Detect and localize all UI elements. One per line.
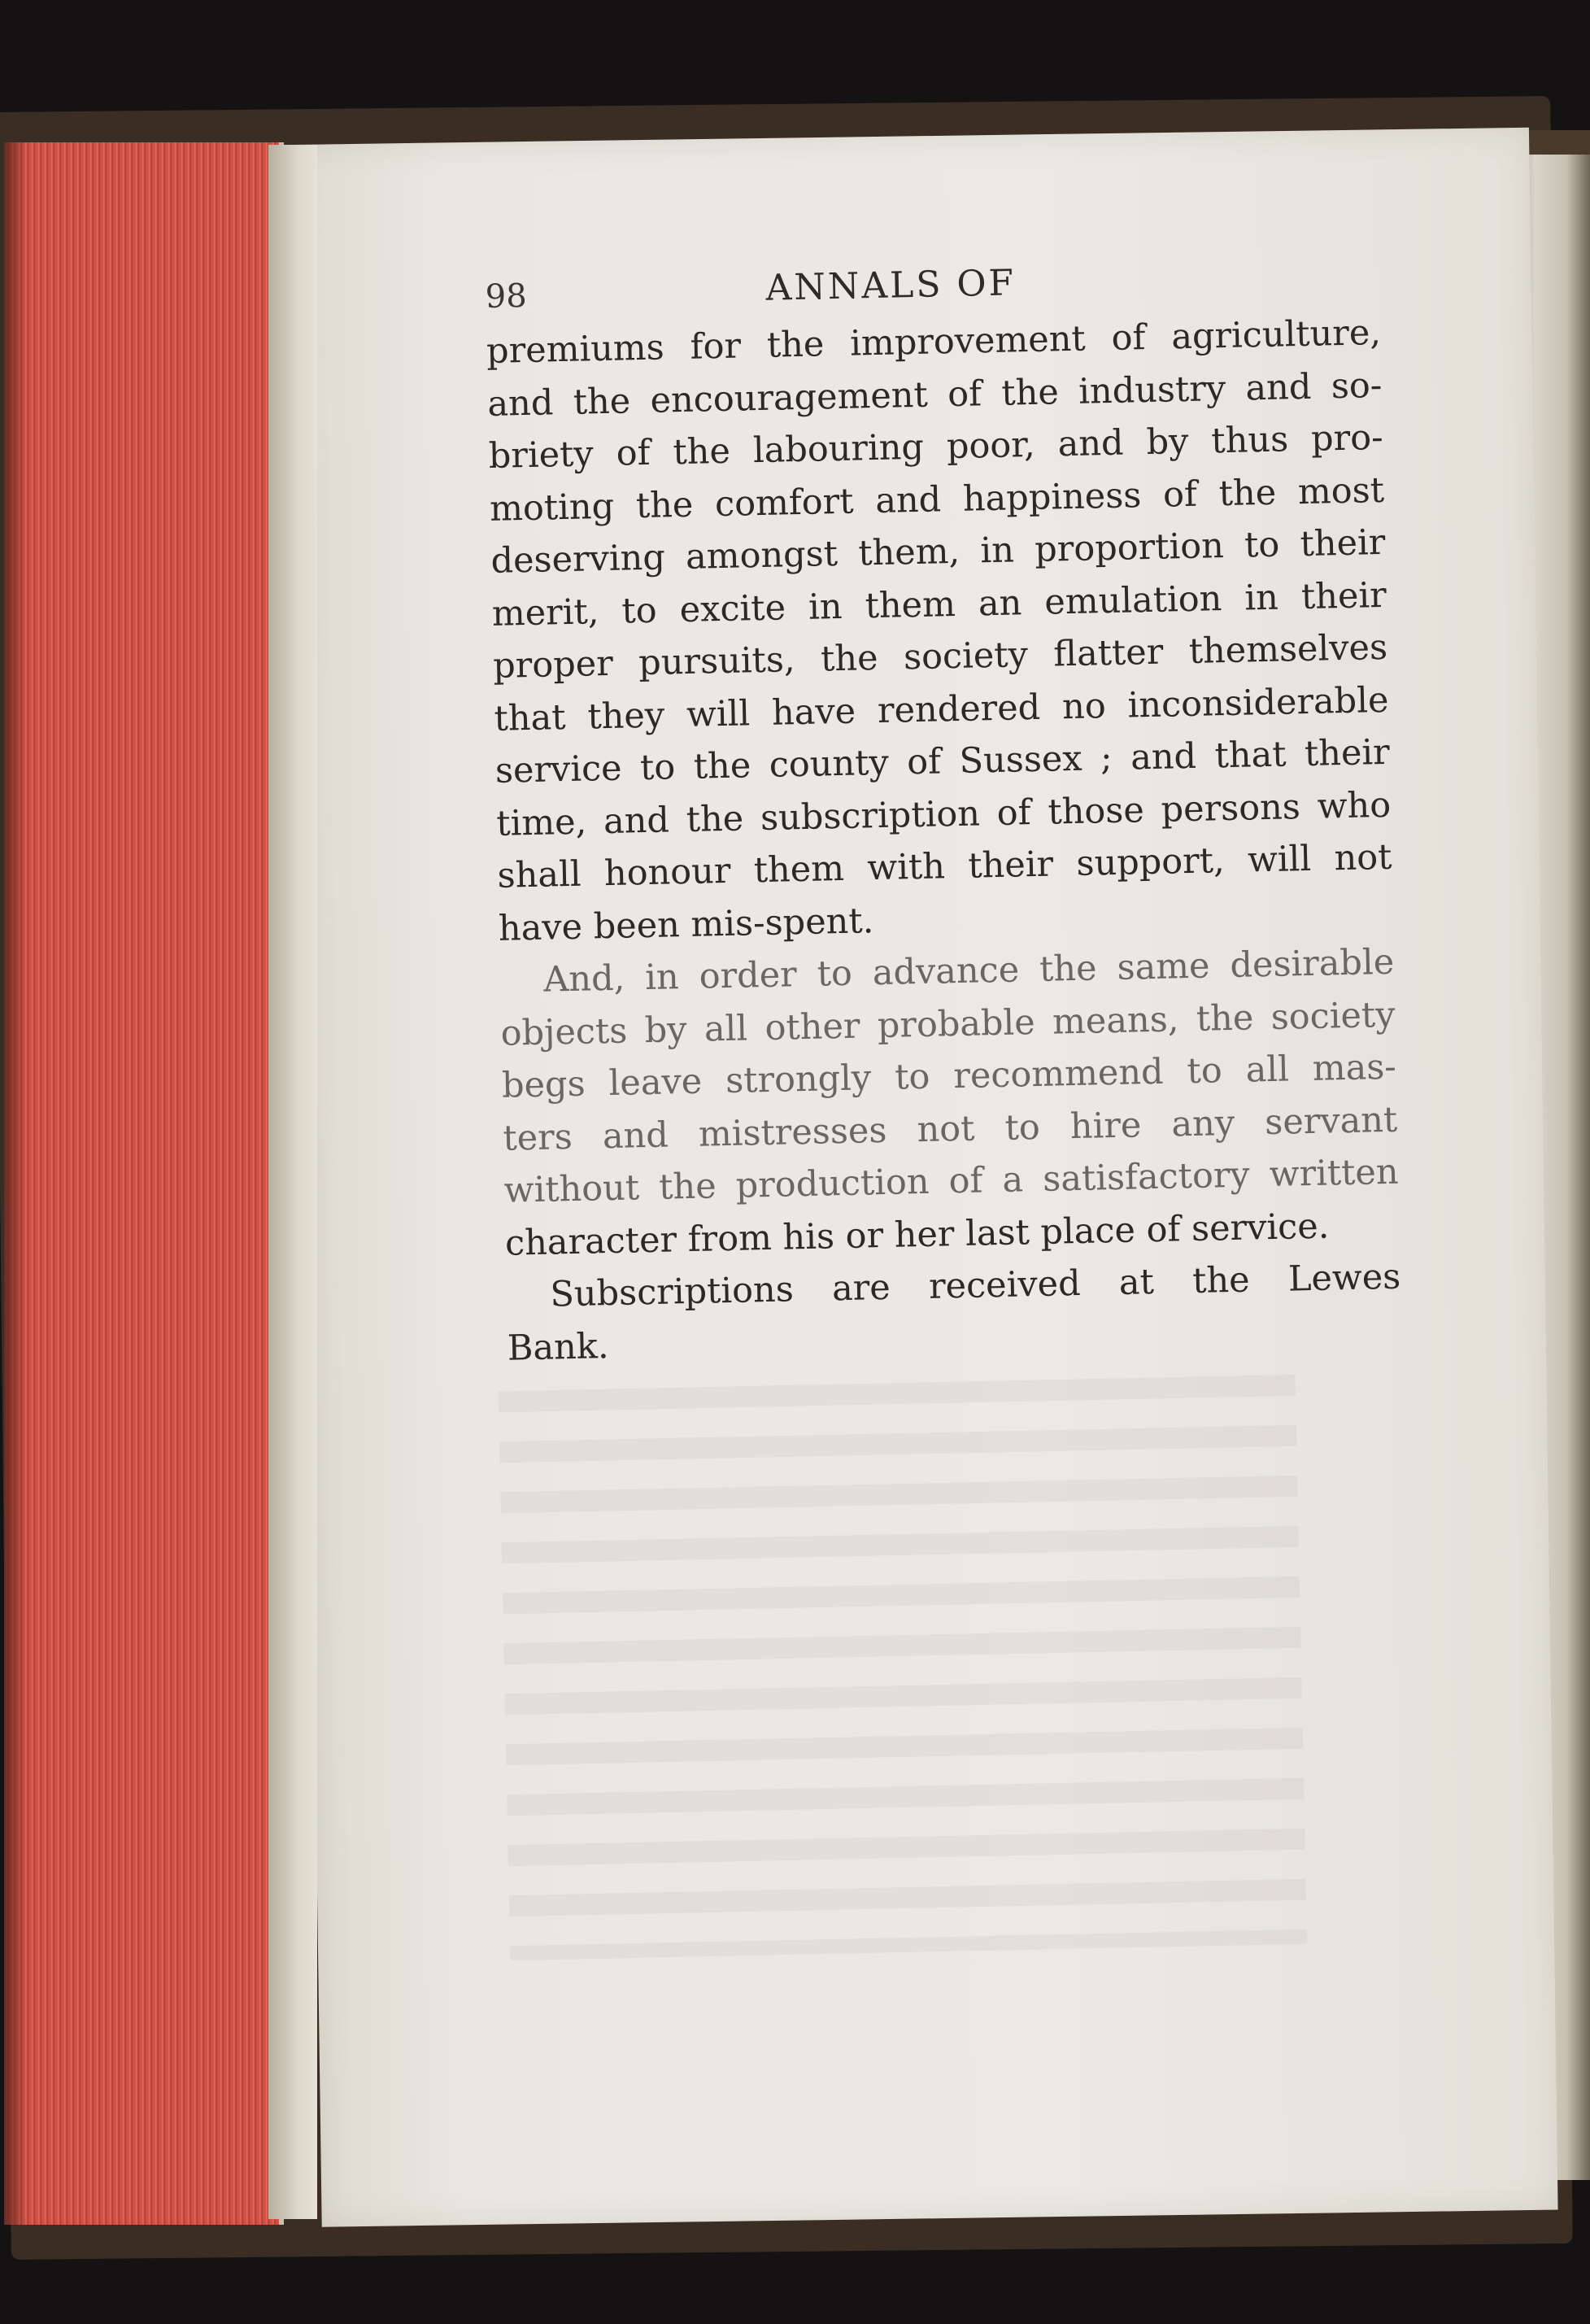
paragraph-2 [499, 936, 1401, 1270]
text-line: time, and the subscription of those persons who [495, 784, 1392, 844]
paragraph-3 [506, 1251, 1402, 1375]
text-line: proper pursuits, the society flatter themselves [492, 626, 1388, 687]
text-line: character from his or her last place of service. [504, 1206, 1330, 1264]
page-edges-shadow [4, 142, 27, 2225]
text-line: premiums for the improvement of agriculture, [486, 312, 1382, 372]
text-line: and the encouragement of the industry and so- [486, 364, 1383, 425]
red-page-edges [4, 142, 284, 2225]
page-number: 98 [485, 277, 528, 316]
text-line: service to the county of Sussex ; and that their [494, 731, 1391, 791]
text-line: objects by all other probable means, the society [500, 994, 1396, 1054]
paragraph-1 [486, 307, 1393, 955]
page-text-block [485, 250, 1402, 1375]
text-line: begs leave strongly to recommend to all mas- [501, 1046, 1397, 1106]
text-line: Subscriptions are received at the Lewes [549, 1256, 1401, 1315]
text-line: shall honour them with their support, will not [497, 836, 1392, 896]
text-line: that they will have rendered no inconsiderable [494, 679, 1389, 739]
show-through-text [499, 1375, 1307, 1960]
page-gutter [268, 145, 317, 2219]
text-line: And, in order to advance the same desirable [542, 941, 1395, 1001]
text-line: without the production of a satisfactory written [503, 1151, 1400, 1211]
text-line: Bank. [507, 1325, 609, 1369]
running-title: ANNALS OF [765, 262, 1017, 309]
text-line: have been mis-spent. [498, 900, 874, 949]
text-line: deserving amongst them, in proportion to their [490, 521, 1386, 582]
text-line: merit, to excite in them an emulation in their [491, 574, 1387, 634]
text-line: ters and mistresses not to hire any servant [502, 1099, 1398, 1159]
text-line: briety of the labouring poor, and by thus pro- [488, 416, 1384, 477]
text-line: moting the comfort and happiness of the most [489, 469, 1385, 530]
